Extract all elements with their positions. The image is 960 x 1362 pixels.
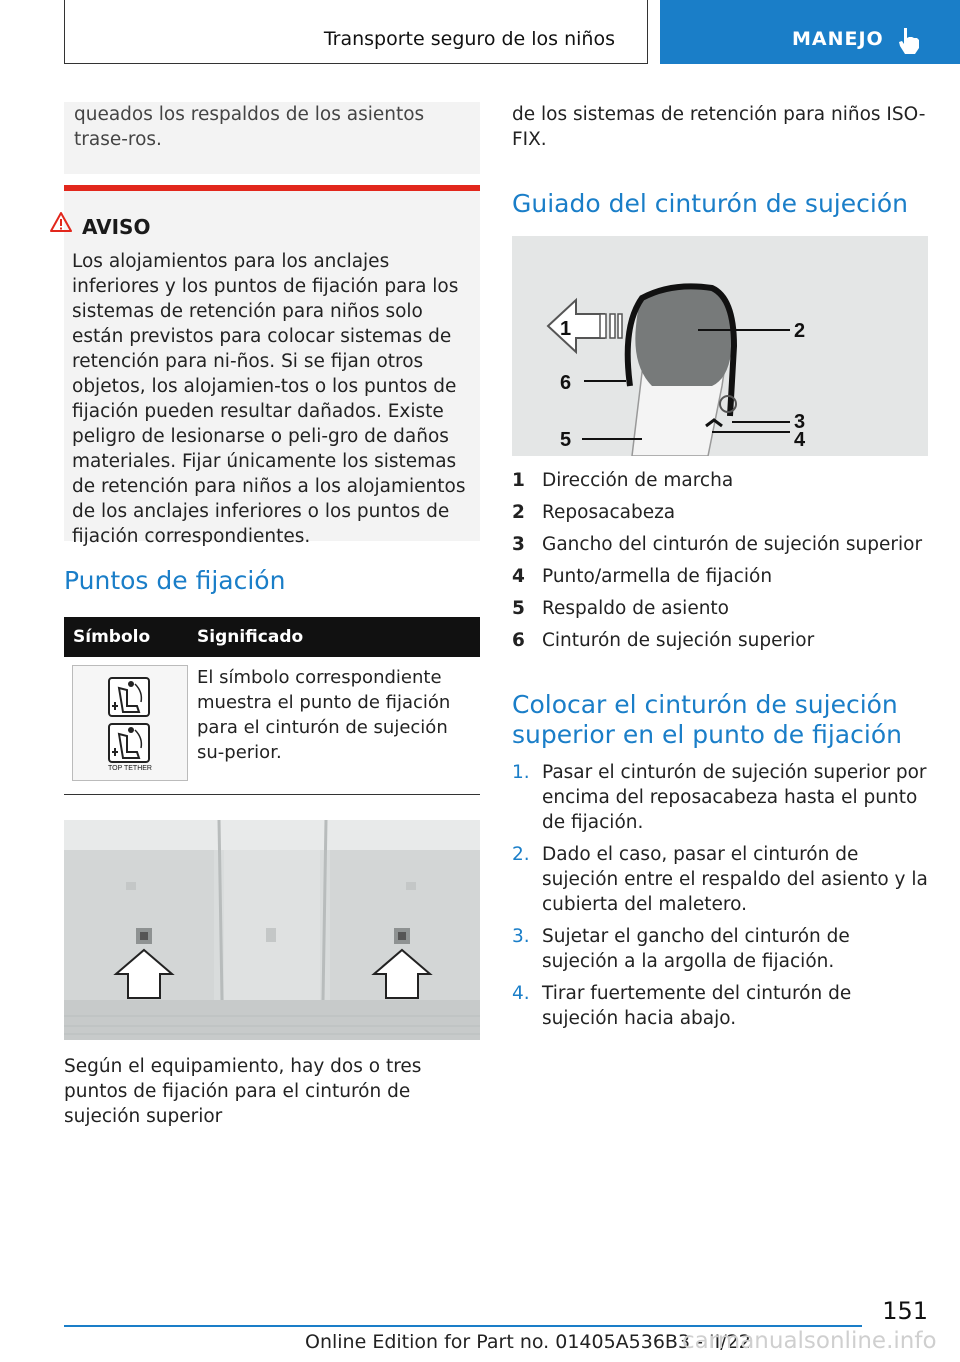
continued-paragraph: de los sistemas de retención para niños ISO-FIX. <box>512 104 926 150</box>
warning-body: Los alojamientos para los anclajes inferiores y los puntos de fijación para los sistemas de retención para niños solo están previstos para colocar sistemas de retención para ni-ños. Si se fijan otros objetos, los alojamien-tos o los puntos de fijación pueden resultar dañados. Existe peligro de lesionarse o peli-gro de daños materiales. Fijar únicamente los sistemas de retención para niños a los alojamientos de los anclajes inferiores o los puntos de fijación correspondientes. <box>72 251 466 547</box>
figure-label-5: 5 <box>560 429 572 451</box>
legend-text: Gancho del cinturón de sujeción superior <box>542 534 923 555</box>
figure-label-6: 6 <box>560 372 572 394</box>
watermark: carmanualsonline.info <box>682 1328 937 1354</box>
step-number: 1. <box>512 762 530 783</box>
tether-routing-figure <box>512 236 928 456</box>
step-text: Tirar fuertemente del cinturón de sujeción hacia abajo. <box>542 983 852 1029</box>
legend-number: 2 <box>512 502 525 523</box>
chapter-tab[interactable] <box>660 0 960 64</box>
step-item <box>512 760 928 835</box>
legend-item <box>512 470 928 502</box>
warning-box <box>64 185 480 547</box>
warning-title: AVISO <box>82 215 151 239</box>
page-number: 151 <box>882 1297 928 1325</box>
header-section-box <box>64 0 648 64</box>
step-text: Pasar el cinturón de sujeción superior por encima del reposacabeza hasta el punto de fijación. <box>542 762 927 833</box>
legend-text: Respaldo de asiento <box>542 598 730 619</box>
symbol-table <box>64 617 480 772</box>
child-seat-anchor-icon <box>73 666 187 780</box>
figure-label-4: 4 <box>794 429 806 451</box>
step-item <box>512 842 928 917</box>
table-header-symbol: Símbolo <box>73 627 151 647</box>
table-divider <box>64 794 480 795</box>
legend-number: 5 <box>512 598 525 619</box>
trunk-anchor-photo <box>64 820 480 1040</box>
legend-item <box>512 598 928 630</box>
figure-label-2: 2 <box>794 320 806 342</box>
step-text: Sujetar el gancho del cinturón de sujeción a la argolla de fijación. <box>542 926 850 972</box>
table-meaning-text: El símbolo correspondiente muestra el punto de fijación para el cinturón de sujeción su-perior. <box>197 667 451 763</box>
continued-note-text: queados los respaldos de los asientos trase-ros. <box>74 104 425 150</box>
legend-text: Punto/armella de fijación <box>542 566 773 587</box>
legend-text: Cinturón de sujeción superior <box>542 630 815 651</box>
step-text: Dado el caso, pasar el cinturón de sujeción entre el respaldo del asiento y la cubierta del maletero. <box>542 844 928 915</box>
legend-number: 4 <box>512 566 525 587</box>
warning-header <box>82 215 150 239</box>
section-title: Transporte seguro de los niños <box>323 28 615 50</box>
step-number: 2. <box>512 844 530 865</box>
legend-number: 3 <box>512 534 525 555</box>
legend-item <box>512 534 928 566</box>
top-tether-symbol <box>72 665 188 781</box>
heading-puntos-fijacion: Puntos de fijación <box>64 566 286 595</box>
legend-text: Reposacabeza <box>542 502 676 523</box>
legend-number: 6 <box>512 630 525 651</box>
footer-edition: Online Edition for Part no. 01405A536B3 - II/22 <box>305 1331 751 1353</box>
legend-item <box>512 502 928 534</box>
legend-number: 1 <box>512 470 525 491</box>
legend-text: Dirección de marcha <box>542 470 734 491</box>
step-item <box>512 981 928 1031</box>
procedure-steps <box>512 760 928 1038</box>
footer-rule <box>64 1325 862 1327</box>
symbol-caption: TOP TETHER <box>108 765 152 772</box>
warning-triangle-icon <box>50 211 72 233</box>
step-number: 3. <box>512 926 530 947</box>
legend-item <box>512 566 928 598</box>
hand-pointer-icon <box>896 26 922 56</box>
chapter-tab-label: MANEJO <box>792 28 884 50</box>
legend-item <box>512 630 928 662</box>
bottom-paragraph: Según el equipamiento, hay dos o tres puntos de fijación para el cinturón de sujeción superior <box>64 1056 422 1127</box>
figure-legend <box>512 470 928 662</box>
heading-colocar: Colocar el cinturón de sujeción superior en el punto de fijación <box>512 690 902 749</box>
heading-guiado: Guiado del cinturón de sujeción <box>512 189 908 218</box>
continued-note <box>64 102 480 174</box>
step-number: 4. <box>512 983 530 1004</box>
table-header-meaning: Significado <box>197 627 304 647</box>
figure-label-1: 1 <box>560 318 572 340</box>
table-header-row <box>64 617 480 657</box>
step-item <box>512 924 928 974</box>
figure-label-3: 3 <box>794 411 806 433</box>
